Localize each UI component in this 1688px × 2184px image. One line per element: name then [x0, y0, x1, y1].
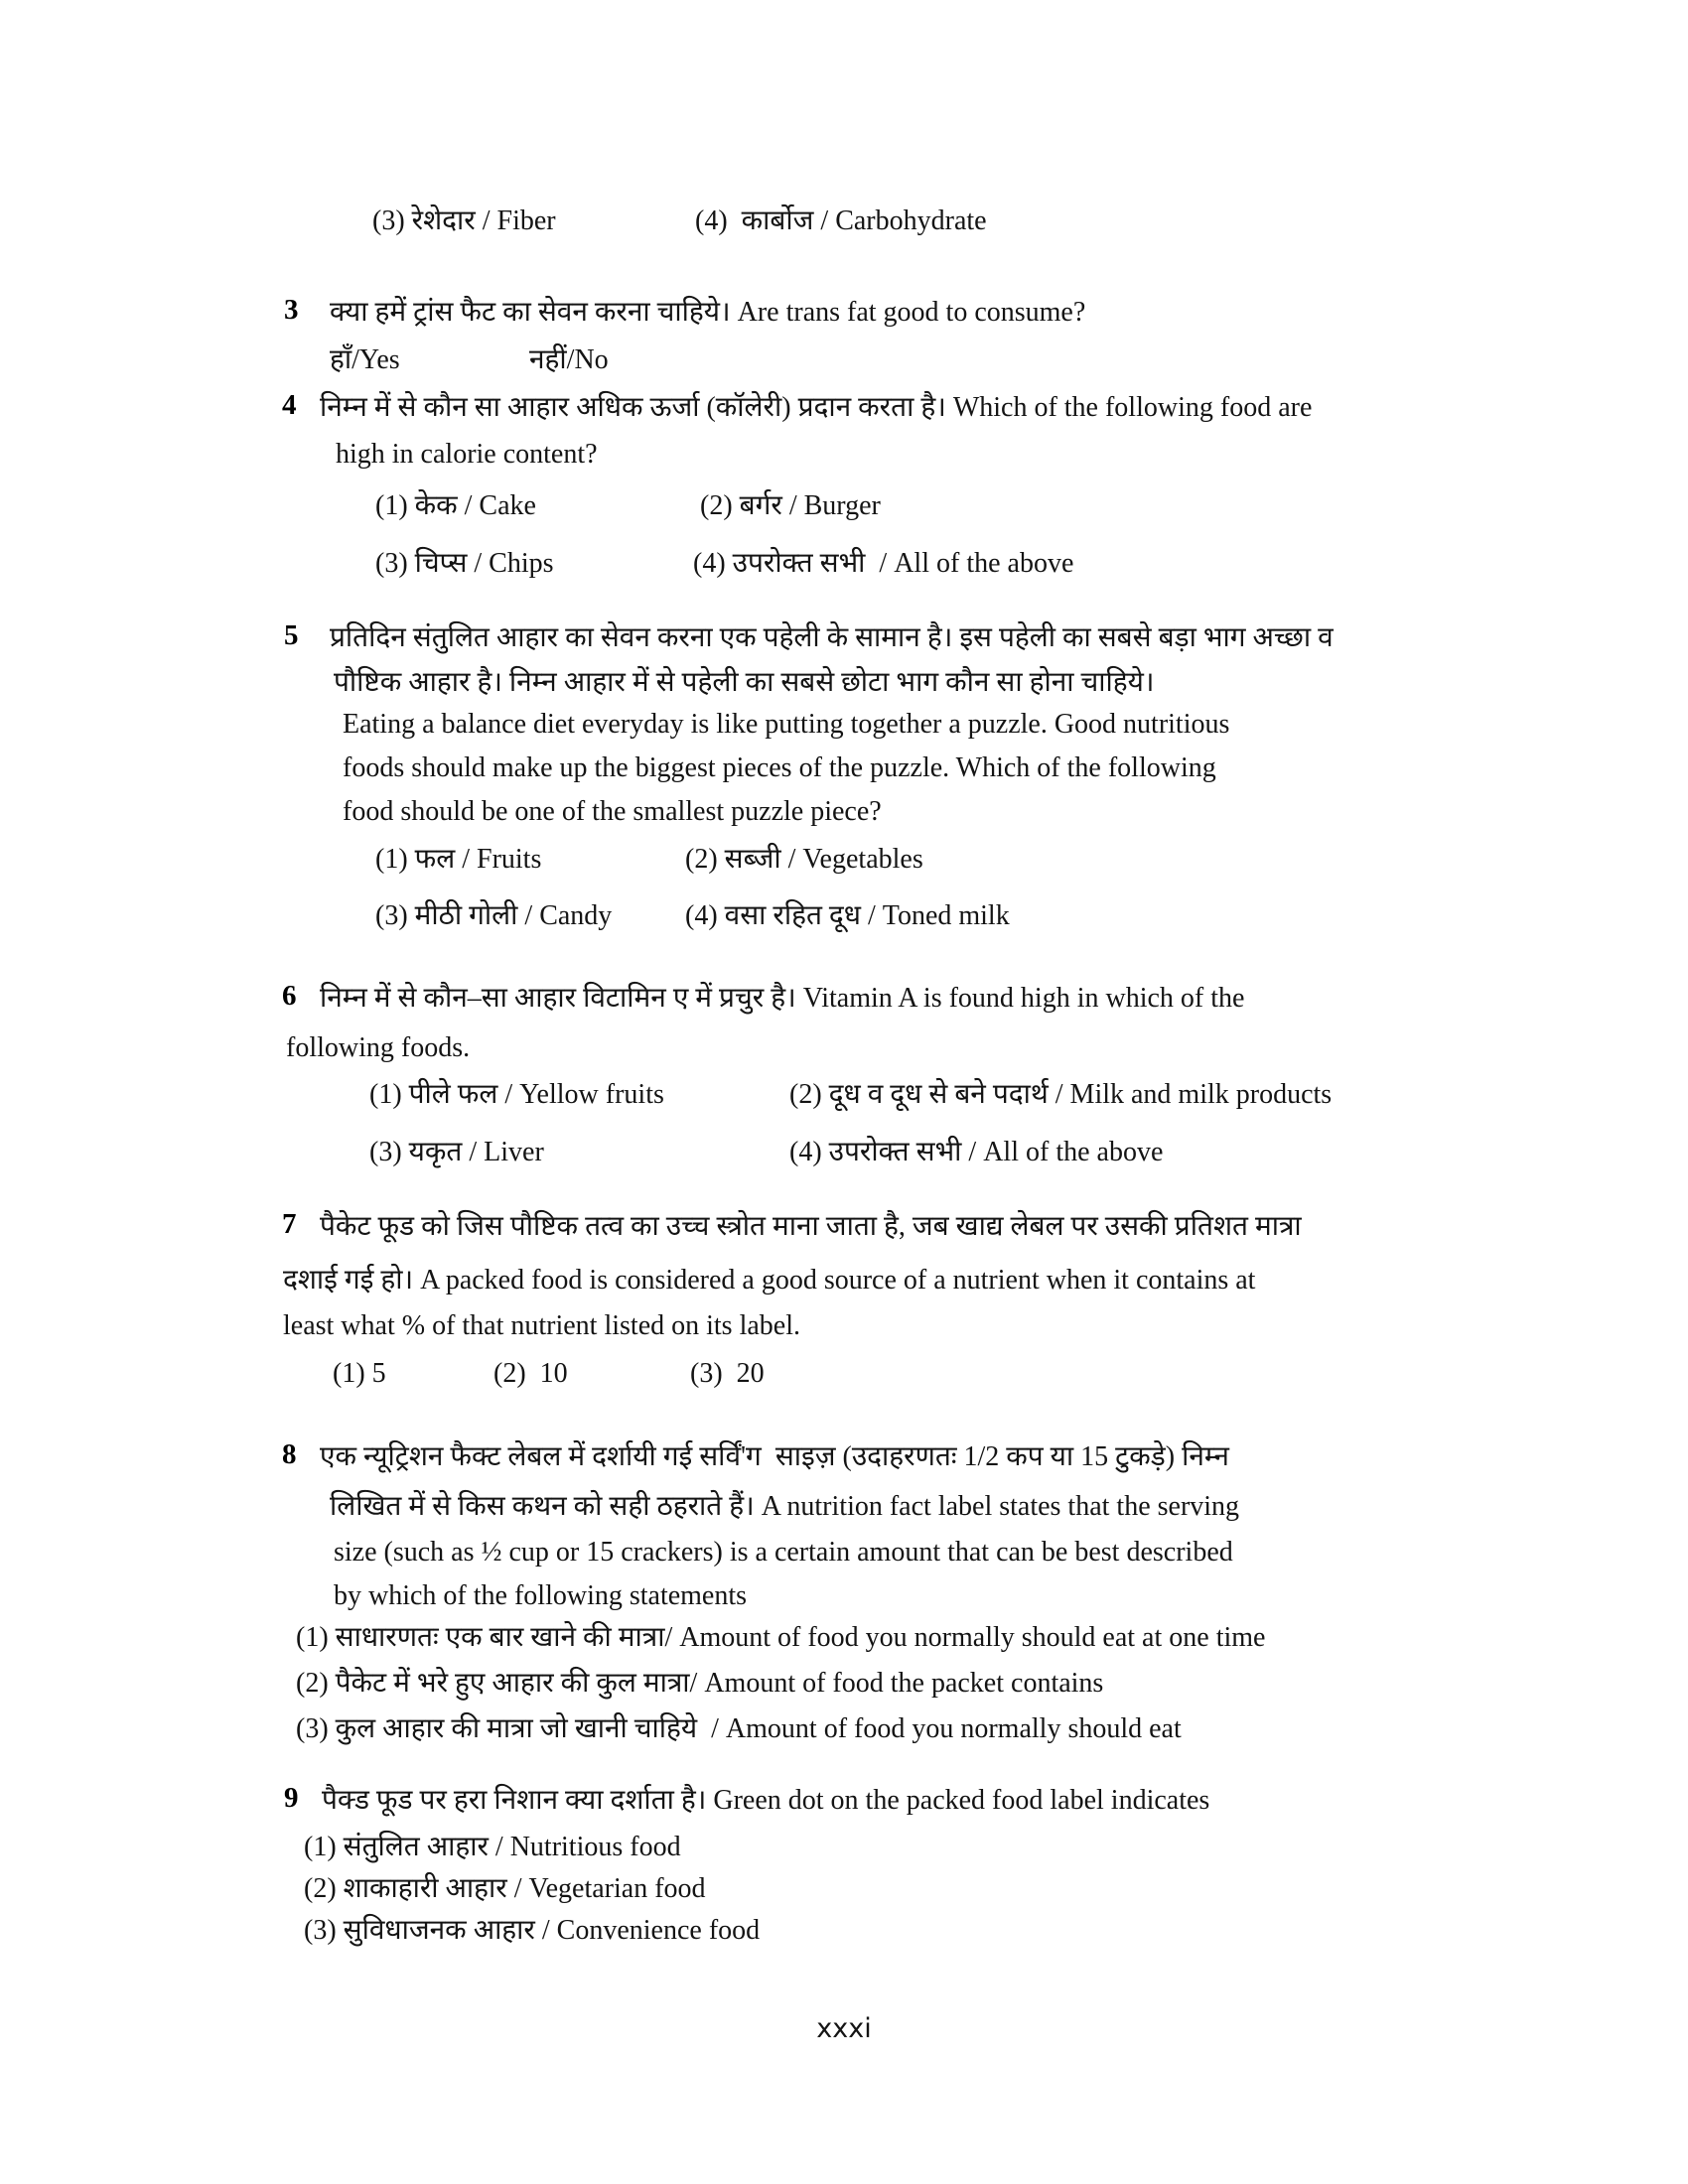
q7-option-2: (2) 10 [493, 1358, 568, 1389]
q4-option-2: (2) बर्गर / Burger [700, 490, 881, 521]
question-8-number: 8 [282, 1438, 297, 1470]
question-7-text-line2: दशाई गई हो। A packed food is considered a good source of a nutrient when it contains at [283, 1265, 1256, 1296]
q9-option-1: (1) संतुलित आहार / Nutritious food [304, 1832, 681, 1862]
q3-answer-no: नहीं/No [529, 344, 609, 375]
question-6-text-line1: निम्न में से कौन–सा आहार विटामिन ए में प्रचुर है। Vitamin A is found high in which of the [320, 983, 1245, 1014]
q6-option-2: (2) दूध व दूध से बने पदार्थ / Milk and milk products [789, 1079, 1333, 1110]
question-6-text-line2: following foods. [286, 1032, 471, 1063]
question-4-text-line1: निम्न में से कौन सा आहार अधिक ऊर्जा (कॉलेरी) प्रदान करता है। Which of the following food are [320, 392, 1313, 423]
question-4-number: 4 [282, 389, 297, 421]
q6-option-1: (1) पीले फल / Yellow fruits [369, 1079, 664, 1110]
q2-option-3: (3) रेशेदार / Fiber [372, 205, 556, 236]
q4-option-1: (1) केक / Cake [375, 490, 536, 521]
q7-option-3: (3) 20 [690, 1358, 765, 1389]
question-6-number: 6 [282, 980, 297, 1012]
question-3-number: 3 [284, 294, 299, 326]
question-9-text: पैक्ड फूड पर हरा निशान क्या दर्शाता है। Green dot on the packed food label indicates [322, 1785, 1210, 1816]
q6-option-3: (3) यकृत / Liver [369, 1137, 544, 1167]
question-3-text: क्या हमें ट्रांस फैट का सेवन करना चाहिये। Are trans fat good to consume? [330, 297, 1086, 328]
q5-option-1: (1) फल / Fruits [375, 844, 542, 875]
question-8-text-line4: by which of the following statements [334, 1580, 748, 1611]
question-5-number: 5 [284, 619, 299, 651]
question-8-text-line3: size (such as ½ cup or 15 crackers) is a certain amount that can be best described [334, 1537, 1233, 1568]
q3-answer-yes: हाँ/Yes [330, 344, 400, 375]
q8-option-2: (2) पैकेट में भरे हुए आहार की कुल मात्रा/ Amount of food the packet contains [296, 1668, 1104, 1699]
question-4-text-line2: high in calorie content? [336, 439, 598, 470]
q5-option-4: (4) वसा रहित दूध / Toned milk [685, 900, 1010, 931]
q9-option-3: (3) सुविधाजनक आहार / Convenience food [304, 1915, 761, 1946]
q5-option-3: (3) मीठी गोली / Candy [375, 900, 613, 931]
q8-option-1: (1) साधारणतः एक बार खाने की मात्रा/ Amount of food you normally should eat at one time [296, 1622, 1266, 1653]
q4-option-4: (4) उपरोक्त सभी / All of the above [693, 548, 1074, 579]
question-5-hindi-line1: प्रतिदिन संतुलित आहार का सेवन करना एक पहेली के सामान है। इस पहेली का सबसे बड़ा भाग अच्छा व [330, 622, 1334, 653]
question-7-text-line3: least what % of that nutrient listed on its label. [283, 1310, 800, 1341]
q6-option-4: (4) उपरोक्त सभी / All of the above [789, 1137, 1164, 1167]
question-8-text-line2: लिखित में से किस कथन को सही ठहराते हैं। A nutrition fact label states that the serving [330, 1491, 1240, 1522]
question-7-text-line1: पैकेट फूड को जिस पौष्टिक तत्व का उच्च स्त्रोत माना जाता है, जब खाद्य लेबल पर उसकी प्रतिशत मात्रा [320, 1211, 1302, 1242]
question-7-number: 7 [282, 1208, 297, 1240]
question-5-english-line3: food should be one of the smallest puzzle piece? [343, 796, 882, 827]
q9-option-2: (2) शाकाहारी आहार / Vegetarian food [304, 1873, 706, 1904]
q5-option-2: (2) सब्जी / Vegetables [685, 844, 923, 875]
q7-option-1: (1) 5 [333, 1358, 386, 1389]
q2-option-4: (4) कार्बोज / Carbohydrate [695, 205, 987, 236]
page-number: xxxi [816, 2013, 872, 2044]
q4-option-3: (3) चिप्स / Chips [375, 548, 554, 579]
question-9-number: 9 [284, 1782, 299, 1814]
question-5-hindi-line2: पौष्टिक आहार है। निम्न आहार में से पहेली का सबसे छोटा भाग कौन सा होना चाहिये। [334, 667, 1155, 698]
question-8-text-line1: एक न्यूट्रिशन फैक्ट लेबल में दर्शायी गई सर्विं'ग साइज़ (उदाहरणतः 1/2 कप या 15 टुकड़े) निम्न [320, 1441, 1229, 1472]
q8-option-3: (3) कुल आहार की मात्रा जो खानी चाहिये / Amount of food you normally should eat [296, 1713, 1182, 1744]
question-5-english-line2: foods should make up the biggest pieces of the puzzle. Which of the following [343, 752, 1216, 783]
question-5-english-line1: Eating a balance diet everyday is like putting together a puzzle. Good nutritious [343, 709, 1230, 740]
